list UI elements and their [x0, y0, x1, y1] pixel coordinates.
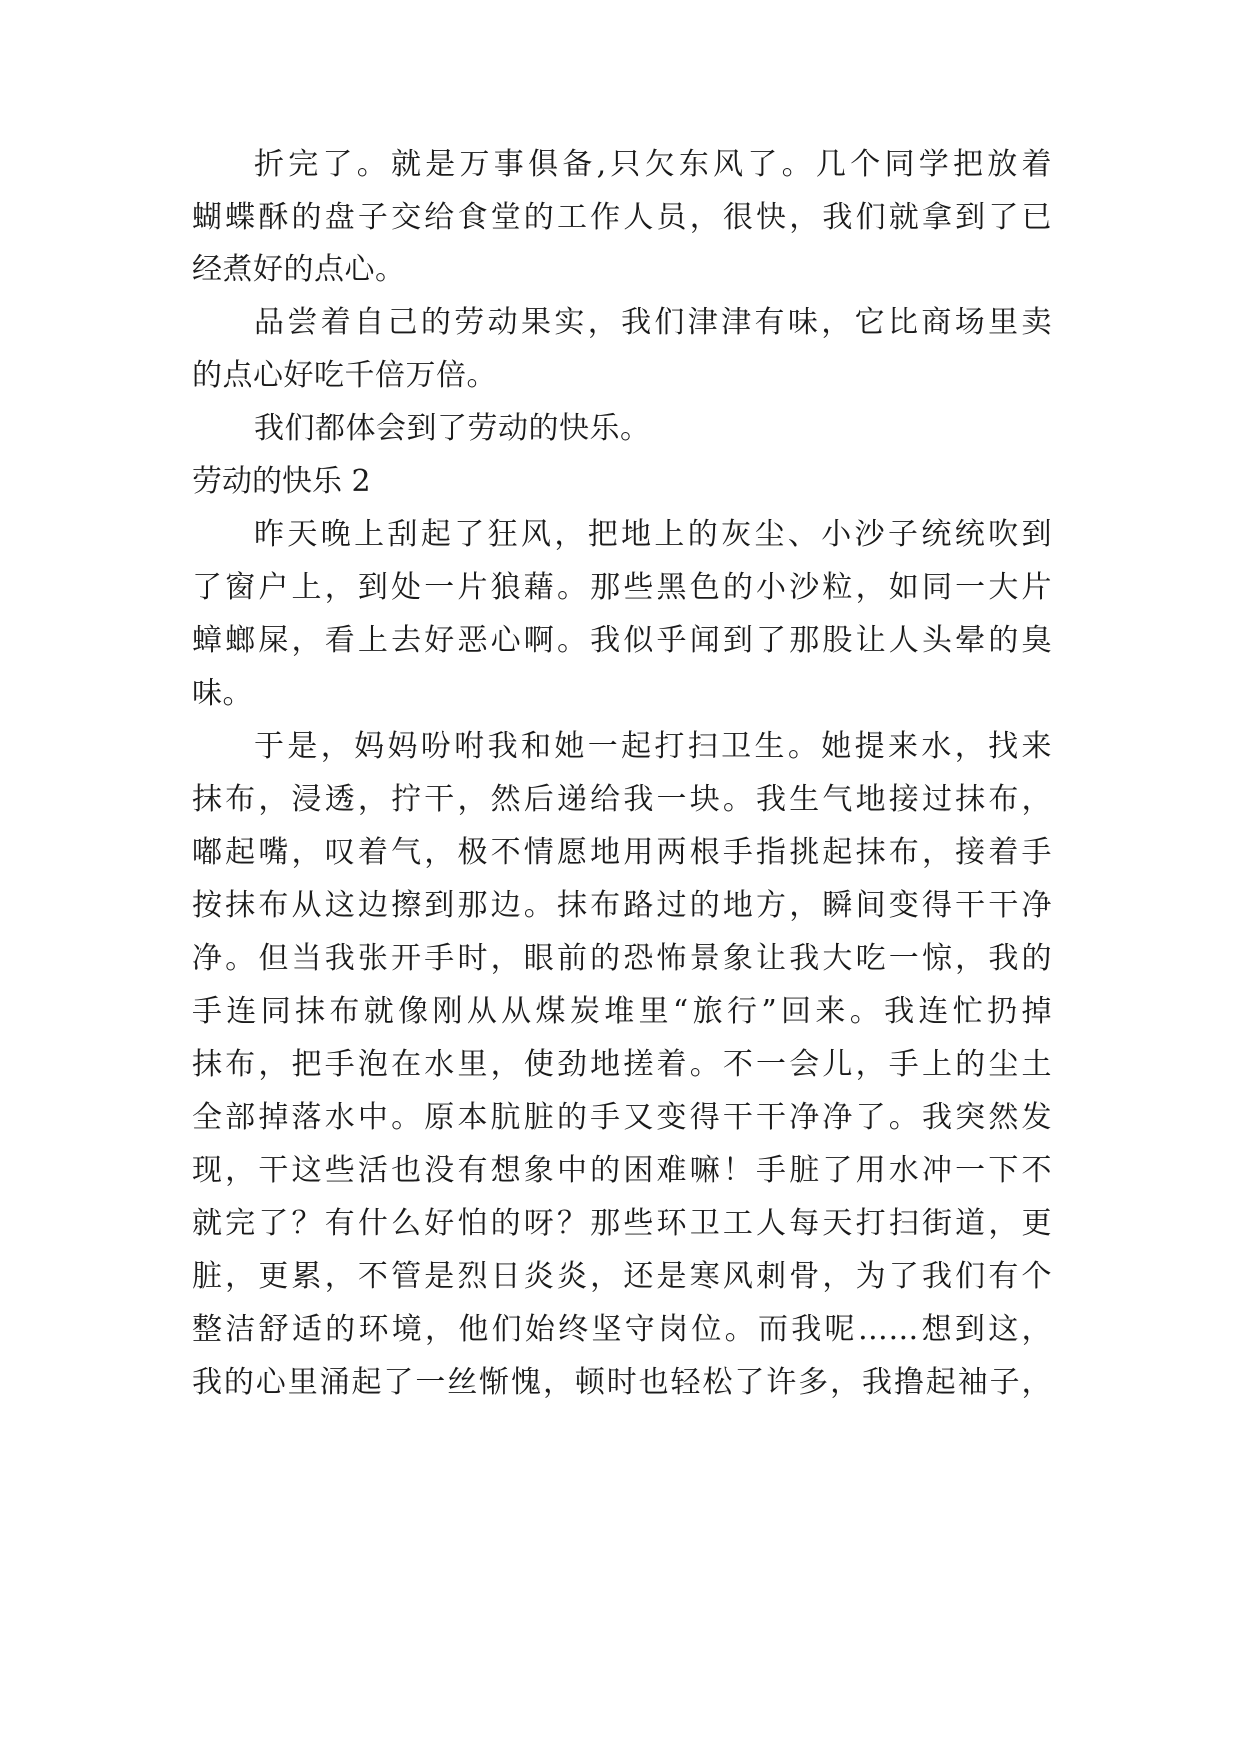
paragraph-line: 了窗户上，到处一片狼藉。那些黑色的小沙粒，如同一大片: [192, 570, 1052, 605]
paragraph-line: 手连同抹布就像刚从从煤炭堆里“旅行”回来。我连忙扔掉: [192, 994, 1052, 1029]
paragraph-line: 净。但当我张开手时，眼前的恐怖景象让我大吃一惊，我的: [192, 941, 1052, 976]
paragraph-line: 味。: [192, 676, 253, 711]
paragraph-line: 按抹布从这边擦到那边。抹布路过的地方，瞬间变得干干净: [192, 888, 1052, 923]
paragraph-line: 昨天晚上刮起了狂风，把地上的灰尘、小沙子统统吹到: [254, 517, 1052, 552]
paragraph-line: 我们都体会到了劳动的快乐。: [254, 411, 651, 446]
paragraph-line: 抹布，浸透，拧干，然后递给我一块。我生气地接过抹布，: [192, 782, 1052, 817]
paragraph-line: 折完了。就是万事俱备,只欠东风了。几个同学把放着: [254, 147, 1052, 182]
paragraph-line: 品尝着自己的劳动果实，我们津津有味，它比商场里卖: [254, 305, 1052, 340]
paragraph-line: 整洁舒适的环境，他们始终坚守岗位。而我呢……想到这，: [192, 1312, 1052, 1347]
paragraph-line: 全部掉落水中。原本肮脏的手又变得干干净净了。我突然发: [192, 1100, 1052, 1135]
paragraph-line: 就完了？有什么好怕的呀？那些环卫工人每天打扫街道，更: [192, 1206, 1052, 1241]
paragraph-line: 抹布，把手泡在水里，使劲地搓着。不一会儿，手上的尘土: [192, 1047, 1052, 1082]
paragraph-line: 我的心里涌起了一丝惭愧，顿时也轻松了许多，我撸起袖子，: [192, 1365, 1052, 1400]
paragraph-line: 于是，妈妈吩咐我和她一起打扫卫生。她提来水，找来: [254, 729, 1052, 764]
paragraph-line: 经煮好的点心。: [192, 252, 406, 287]
paragraph-line: 蟑螂屎，看上去好恶心啊。我似乎闻到了那股让人头晕的臭: [192, 623, 1052, 658]
paragraph-line: 蝴蝶酥的盘子交给食堂的工作人员，很快，我们就拿到了已: [192, 200, 1052, 235]
section-heading: 劳动的快乐 2: [192, 464, 371, 499]
paragraph-line: 现，干这些活也没有想象中的困难嘛！手脏了用水冲一下不: [192, 1153, 1052, 1188]
paragraph-line: 嘟起嘴，叹着气，极不情愿地用两根手指挑起抹布，接着手: [192, 835, 1052, 870]
paragraph-line: 的点心好吃千倍万倍。: [192, 358, 497, 393]
paragraph-line: 脏，更累，不管是烈日炎炎，还是寒风刺骨，为了我们有个: [192, 1259, 1052, 1294]
